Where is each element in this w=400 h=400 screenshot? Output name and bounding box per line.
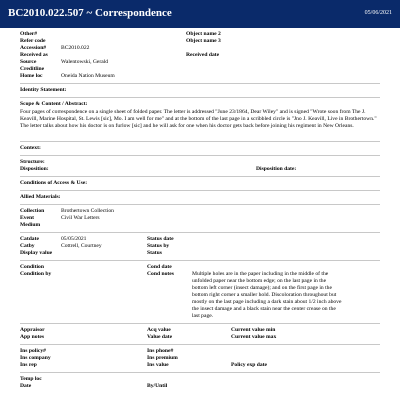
divider — [20, 372, 380, 373]
disposition-row — [20, 166, 380, 173]
accession-label: Accession# — [20, 45, 47, 51]
date-label: Date — [20, 383, 32, 389]
divider — [20, 97, 380, 98]
appraisor-label: Appraisor — [20, 327, 45, 333]
event-row — [20, 215, 380, 222]
refer-code-label: Refer code — [20, 38, 46, 44]
insurance-row-3 — [20, 362, 380, 369]
medium-row — [20, 222, 380, 229]
condition-by-row — [20, 271, 380, 320]
source-label: Source — [20, 59, 37, 65]
insurance-row-1 — [20, 348, 380, 355]
by-until-label: By/Until — [147, 383, 168, 389]
divider — [20, 141, 380, 142]
source-value: Walentowski, Gerald — [61, 59, 109, 65]
ins-company-label: Ins company — [20, 355, 51, 361]
divider — [20, 155, 380, 156]
event-label: Event — [20, 215, 34, 221]
identity-statement-label: Identity Statement: — [20, 87, 67, 93]
ins-rep-label: Ins rep — [20, 362, 37, 368]
divider — [20, 232, 380, 233]
divider — [20, 204, 380, 205]
acq-value-label: Acq value — [147, 327, 171, 333]
top-row-2 — [20, 38, 380, 45]
home-loc-label: Home loc — [20, 73, 43, 79]
temp-loc-row — [20, 376, 380, 383]
value-date-label: Value date — [147, 334, 173, 340]
cond-notes-label: Cond notes — [147, 271, 174, 277]
divider — [20, 323, 380, 324]
appraisal-row-1 — [20, 327, 380, 334]
cond-notes-value: Multiple holes are in the paper including in the middle of the unfolded paper near the bottom edge; on the last page in the bottom left corner (insect damage); and on the first page in the bottom right corner a smaller hold. Discoloration throughout but mostly on the last page including a dark stain about 1/2 inch above the insect damage and a black stain near the center crease on the last page. — [192, 271, 342, 319]
accession-value: BC2010.022 — [61, 45, 90, 51]
other-label: Other# — [20, 31, 38, 37]
catdate-value: 05/05/2021 — [61, 236, 87, 242]
received-as-label: Received as — [20, 52, 48, 58]
divider — [20, 83, 380, 84]
ins-premium-label: Ins premium — [147, 355, 178, 361]
condition-label: Condition — [20, 264, 44, 270]
status-label: Status — [147, 250, 162, 256]
policy-exp-date-label: Policy exp date — [231, 362, 268, 368]
display-value-label: Display value — [20, 250, 53, 256]
date-row — [20, 383, 380, 390]
top-row-5 — [20, 59, 380, 66]
status-by-label: Status by — [147, 243, 170, 249]
temp-loc-label: Temp loc — [20, 376, 42, 382]
catdate-label: Catdate — [20, 236, 39, 242]
cond-date-label: Cond date — [147, 264, 172, 270]
context-label: Context: — [20, 145, 41, 151]
ins-value-label: Ins value — [147, 362, 169, 368]
divider — [20, 260, 380, 261]
creditline-label: Creditline — [20, 66, 45, 72]
structure-label: Structure: — [20, 159, 45, 165]
display-row — [20, 250, 380, 257]
catby-label: Catby — [20, 243, 35, 249]
conditions-access-label: Conditions of Access & Use: — [20, 180, 88, 186]
collection-row — [20, 208, 380, 215]
record-title: BC2010.022.507 ~ Correspondence — [8, 7, 172, 19]
divider — [20, 344, 380, 345]
collection-label: Collection — [20, 208, 45, 214]
scope-content-label: Scope & Content / Abstract: — [20, 101, 88, 107]
record-date: 05/06/2021 — [364, 10, 392, 16]
top-row-3 — [20, 45, 380, 52]
top-row-6 — [20, 66, 380, 73]
record-header — [0, 0, 400, 28]
divider — [20, 190, 380, 191]
object-name2-label: Object name 2 — [186, 31, 221, 37]
disposition-date-label: Disposition date: — [256, 166, 297, 172]
top-row-4 — [20, 52, 380, 59]
scope-content-text: Four pages of correspondence on a single sheet of folded paper. The letter is addressed "June 23/1864, Dear Wiley" and is signed "Wrote soon from The J. Keavill, Marine Hospital, St. Lewis [sic], Mo. I am well for me" and at the bottom of the last page in a scribbled circle is "Jno J. Keavill, Live in Brothertown." The letter talks about how his doctor is on furlow [sic] and he will ask for one when his doctor gets back before joining his regiment in New Orleans. — [20, 109, 377, 129]
ins-policy-label: Ins policy# — [20, 348, 46, 354]
collection-value: Brothertown Collection — [61, 208, 114, 214]
record-body — [0, 28, 400, 390]
current-value-min-label: Current value min — [231, 327, 276, 333]
allied-materials-label: Allied Materials: — [20, 194, 61, 200]
top-row-1 — [20, 31, 380, 38]
catby-value: Cottrell, Courtney — [61, 243, 102, 249]
disposition-label: Disposition: — [20, 166, 49, 172]
condition-by-label: Condition by — [20, 271, 52, 277]
home-loc-value: Oneida Nation Museum — [61, 73, 115, 79]
appraisal-row-2 — [20, 334, 380, 341]
ins-phone-label: Ins phone# — [147, 348, 174, 354]
condition-row — [20, 264, 380, 271]
status-date-label: Status date — [147, 236, 174, 242]
insurance-row-2 — [20, 355, 380, 362]
top-row-7 — [20, 73, 380, 80]
divider — [20, 176, 380, 177]
medium-label: Medium — [20, 222, 41, 228]
object-name3-label: Object name 3 — [186, 38, 221, 44]
catby-row — [20, 243, 380, 250]
current-value-max-label: Current value max — [231, 334, 277, 340]
catdate-row — [20, 236, 380, 243]
app-notes-label: App notes — [20, 334, 45, 340]
received-date-label: Received date — [186, 52, 220, 58]
event-value: Civil War Letters — [61, 215, 100, 221]
